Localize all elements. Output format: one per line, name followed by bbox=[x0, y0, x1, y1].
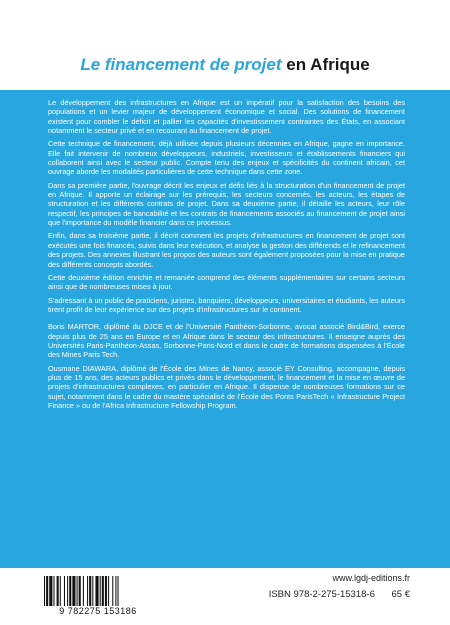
barcode-bar bbox=[115, 576, 116, 608]
barcode-bar bbox=[57, 576, 59, 608]
cover-footer bbox=[0, 568, 450, 625]
barcode-bar bbox=[49, 576, 52, 608]
price: 65 € bbox=[391, 589, 410, 600]
barcode-bar bbox=[79, 576, 81, 608]
barcode-bar bbox=[102, 576, 104, 608]
barcode-bar bbox=[108, 576, 109, 608]
barcode-bar bbox=[112, 576, 113, 608]
barcode-bar bbox=[64, 576, 65, 608]
isbn-number: ISBN 978-2-275-15318-6 bbox=[268, 589, 375, 600]
barcode-bar bbox=[105, 576, 107, 608]
blurb-paragraph: Le développement des infrastructures en Afrique est un impératif pour la satisfaction des besoins des populations et un levier majeur de développement économique et social. Des solutions de financement existent pour combler le déficit et pallier les capacités d'investissement contraintes des États, en associant notamment le secteur privé et en recourant au financement de projet. bbox=[48, 98, 405, 136]
title-part-1: Le financement de projet bbox=[80, 55, 282, 74]
blurb-paragraph: Cette deuxième édition enrichie et remaniée comprend des éléments supplémentaires sur certains secteurs ainsi que de nombreuses mises à jour. bbox=[48, 272, 405, 292]
barcode-bar bbox=[53, 576, 54, 608]
blurb-paragraph: Enfin, dans sa troisième partie, il décrit comment les projets d'infrastructures en financement de projet sont exécutés une fois financés, suivis dans leur exécution, et analyse la gestion des différends et le refinancement des projets. Des annexes illustrant les propos des auteurs sont également proposées pour la mise en pratique des différents concepts abordés. bbox=[48, 231, 405, 269]
barcode-bar bbox=[83, 576, 84, 608]
book-title bbox=[0, 55, 450, 75]
barcode-bar bbox=[95, 576, 98, 608]
blurb-paragraph: Cette technique de financement, déjà utilisée depuis plusieurs décennies en Afrique, gagne en importance. Elle fait intervenir de nombreux développeurs, industriels, investisseurs et établissements financiers qui collaborent ainsi avec le secteur public. Compte tenu des enjeux et spécificités du continent africain, cet ouvrage aborde les modalités particulières de cette technique dans cette zone. bbox=[48, 139, 405, 177]
barcode-bar bbox=[100, 576, 101, 608]
barcode-bar bbox=[44, 576, 45, 608]
blurb-paragraph: S'adressant à un public de praticiens, juristes, banquiers, développeurs, universitaires et étudiants, les auteurs tirent profit de leur expérience sur des projets d'infrastructures sur le continent. bbox=[48, 295, 405, 314]
barcode-bar bbox=[46, 576, 48, 608]
barcode-bar bbox=[89, 576, 91, 608]
blurb-text bbox=[48, 98, 405, 414]
barcode-bar bbox=[67, 576, 68, 608]
author-bio-martor: Boris MARTOR, diplômé du DJCE et de l'Université Panthéon-Sorbonne, avocat associé Bird&Bird, exerce depuis plus de 25 ans en Europe et en Afrique dans le secteur des infrastructures. Il enseigne auprès des Universités Paris-Panthéon-Assas, Sorbonne-Paris-Nord et dans le cadre de formations dispensées à l'École des Mines Paris Tech. bbox=[48, 322, 405, 360]
barcode-bar bbox=[92, 576, 93, 608]
publisher-website[interactable]: www.lgdj-editions.fr bbox=[332, 573, 410, 583]
barcode-bar bbox=[118, 576, 119, 608]
title-part-2: en Afrique bbox=[286, 55, 370, 74]
author-bio-diawara: Ousmane DIAWARA, diplômé de l'École des Mines de Nancy, associé EY Consulting, accompagne, depuis plus de 15 ans, des acteurs publics et privés dans le développement, le financement et la mise en œuvre de projets d'infrastructures complexes, en particulier en Afrique. Il dispense de nombreuses formations sur ce sujet, notamment dans le cadre du mastère spécialisé de l'École des Ponts ParisTech « Infrastructure Project Finance » ou de l'Africa Infrastructure Fellowship Program. bbox=[48, 363, 405, 410]
barcode-bar bbox=[72, 576, 75, 608]
barcode-bar bbox=[69, 576, 71, 608]
isbn-line bbox=[269, 589, 410, 600]
barcode bbox=[40, 576, 156, 616]
barcode-bars bbox=[40, 576, 156, 608]
barcode-bar bbox=[87, 576, 88, 608]
barcode-bar bbox=[77, 576, 78, 608]
cover-header bbox=[0, 0, 450, 90]
barcode-number: 9 782275 153186 bbox=[40, 606, 156, 618]
barcode-bar bbox=[60, 576, 61, 608]
blurb-paragraph: Dans sa première partie, l'ouvrage décrit les enjeux et défis liés à la structuration d'un financement de projet en Afrique. Il apporte un éclairage sur les prérequis, les secteurs concernés, les acteurs, les étapes de structuration et les différents contrats de projet. Dans sa deuxième partie, il détaille les acteurs, leur rôle respectif, les principes de bancabilité et les contrats de financements associés au financement de projet ainsi que l'importance du modèle financier dans ce processus. bbox=[48, 180, 405, 228]
blurb-panel bbox=[0, 90, 450, 568]
